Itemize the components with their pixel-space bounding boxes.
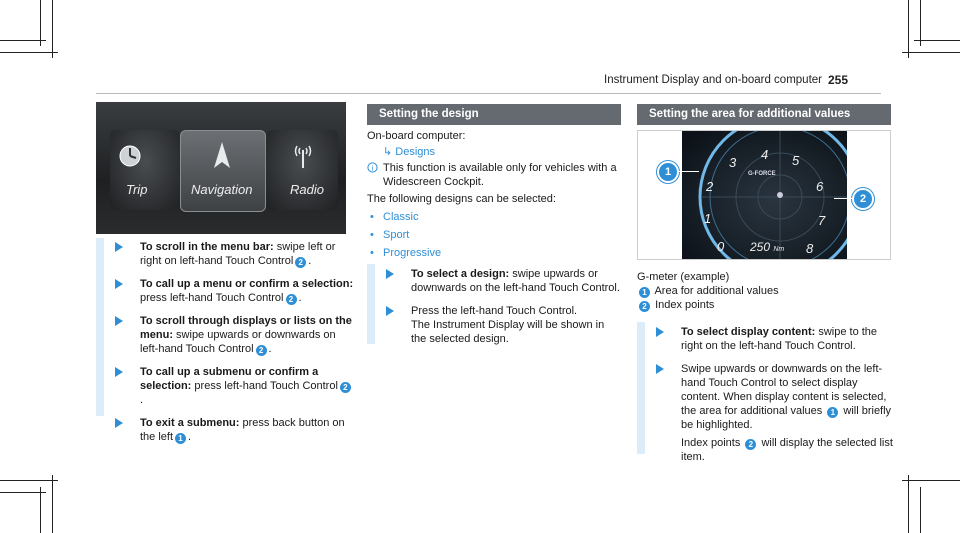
column-1 (96, 102, 346, 234)
note-text: This function is available only for vehicles with a Widescreen Cockpit. (383, 162, 617, 188)
radio-icon (292, 142, 314, 170)
callout-ref: 2 (745, 439, 756, 450)
step-tail: . (308, 255, 312, 267)
step-text: swipe to the right on the left-hand Touch Control. (681, 326, 878, 352)
step-arrow-icon (656, 327, 664, 337)
crop-mark (52, 475, 53, 533)
running-header: Instrument Display and on-board computer (604, 74, 822, 86)
navigation-icon (212, 140, 232, 170)
index-points-note (681, 436, 894, 464)
step-result: The Instrument Display will be shown in the selected design. (411, 319, 605, 345)
step-tail: . (140, 394, 144, 406)
page-number: 255 (828, 73, 849, 87)
design-option-classic: • Classic (367, 210, 621, 224)
crop-mark (52, 0, 53, 58)
gauge-number: 0 (717, 239, 725, 254)
step-call-up-submenu (115, 365, 355, 407)
menu-path (367, 145, 621, 159)
design-option-sport: • Sport (367, 228, 621, 242)
step-call-up-menu (115, 277, 355, 305)
step-exit-submenu (115, 416, 355, 444)
column-2-steps (386, 267, 622, 346)
crop-mark (0, 40, 46, 41)
callout-ref: 2 (286, 294, 297, 305)
gauge-number: 3 (729, 155, 737, 170)
header-rule (96, 93, 881, 94)
crop-mark (40, 487, 41, 533)
step-text: Press the left-hand Touch Control. (411, 305, 578, 317)
path-arrow-icon: ↳ (383, 146, 396, 158)
crop-mark (908, 475, 909, 533)
legend-item-1 (637, 284, 891, 298)
crop-mark (902, 480, 960, 481)
design-option-progressive: • Progressive (367, 246, 621, 260)
legend-item-2 (637, 298, 891, 312)
step-bold: To scroll in the menu bar: (140, 241, 274, 253)
callout-ref: 2 (340, 382, 351, 393)
step-arrow-icon (656, 364, 664, 374)
gauge-number: 8 (806, 241, 814, 256)
step-scroll-displays (115, 314, 355, 356)
step-text: Index points (681, 437, 741, 449)
onboard-computer-label: On-board computer: (367, 130, 466, 142)
step-press-touch-control (386, 304, 622, 346)
step-bold: To call up a submenu or confirm a selection: (140, 366, 319, 392)
step-bold: To scroll through displays or lists on the menu: (140, 315, 352, 341)
callout-ref: 2 (295, 257, 306, 268)
crop-mark (0, 492, 46, 493)
menu-screenshot (96, 102, 346, 234)
step-arrow-icon (386, 306, 394, 316)
legend-text: Index points (655, 299, 715, 311)
gauge-number: 7 (818, 213, 826, 228)
legend-text: Area for additional values (654, 285, 779, 297)
g-force-dot (777, 192, 783, 198)
column-1-steps (115, 240, 355, 444)
step-text: swipe upwards or downwards on left-hand Touch Control (140, 329, 336, 355)
note (367, 161, 621, 189)
crop-mark (0, 480, 58, 481)
menu-tile-trip (110, 130, 180, 210)
step-arrow-icon (115, 418, 123, 428)
crop-mark (914, 40, 960, 41)
callout-1-line (679, 171, 699, 172)
step-text: swipe left or right on left-hand Touch Control (140, 241, 336, 267)
legend-number: 2 (639, 301, 650, 312)
section-heading-additional-values: Setting the area for additional values (637, 104, 891, 125)
gauge-figure (637, 130, 891, 260)
gauge-number: 2 (706, 179, 714, 194)
menu-label-navigation: Navigation (191, 182, 253, 197)
callout-2 (852, 188, 874, 210)
step-scroll-menu-bar (115, 240, 355, 268)
step-arrow-icon (115, 279, 123, 289)
path-designs: Designs (395, 146, 436, 158)
crop-mark (902, 52, 960, 53)
column-3-steps (656, 325, 894, 464)
callout-ref: 1 (175, 433, 186, 444)
info-icon (367, 162, 378, 173)
callout-2-line (834, 198, 852, 199)
step-tail: . (268, 343, 272, 355)
step-arrow-icon (386, 269, 394, 279)
instruction-bar (96, 238, 104, 416)
step-text: swipe upwards or downwards on the left-hand Touch Control. (411, 268, 620, 294)
trip-icon (118, 144, 142, 168)
step-tail: . (298, 292, 302, 304)
callout-1-label: 1 (664, 166, 672, 178)
step-select-display-content (656, 325, 894, 353)
step-bold: To select a design: (411, 268, 510, 280)
gauge-number: 1 (704, 211, 712, 226)
step-text: press left-hand Touch Control (191, 380, 338, 392)
step-select-design (386, 267, 622, 295)
step-text: press back button on the left (140, 417, 345, 443)
gauge-number: 4 (761, 147, 769, 162)
gauge-speed (750, 240, 784, 254)
figure-caption: G-meter (example) (637, 271, 730, 283)
instruction-bar (367, 264, 375, 344)
gauge-number: 6 (816, 179, 824, 194)
column-3 (637, 104, 891, 312)
svg-text:i: i (371, 163, 374, 173)
step-swipe-left-touch-control (656, 362, 894, 464)
crop-mark (920, 487, 921, 533)
legend-number: 1 (639, 287, 650, 298)
step-tail: . (188, 431, 192, 443)
step-bold: To exit a submenu: (140, 417, 240, 429)
gauge-label: G-FORCE (748, 171, 776, 177)
menu-label-radio: Radio (290, 182, 324, 197)
menu-label-trip: Trip (126, 182, 148, 197)
step-arrow-icon (115, 242, 123, 252)
callout-ref: 1 (827, 407, 838, 418)
section-heading-design: Setting the design (367, 104, 621, 125)
step-arrow-icon (115, 316, 123, 326)
step-bold: To call up a menu or confirm a selection: (140, 278, 354, 290)
gauge-number: 5 (792, 153, 800, 168)
crop-mark (0, 52, 58, 53)
step-text: press left-hand Touch Control (140, 292, 284, 304)
step-text: will briefly be highlighted. (681, 405, 892, 431)
step-arrow-icon (115, 367, 123, 377)
step-text: Swipe upwards or downwards on the left-hand Touch Control to select display content. When display content is selected, the area for additional values (681, 363, 887, 417)
designs-intro: The following designs can be selected: (367, 193, 556, 205)
step-text: will display the selected list item. (681, 437, 893, 463)
gauge-speed-value: 250 (750, 240, 771, 254)
column-2 (367, 104, 621, 264)
crop-mark (908, 0, 909, 58)
step-bold: To select display content: (681, 326, 816, 338)
callout-ref: 2 (256, 345, 267, 356)
instruction-bar (637, 322, 645, 454)
callout-1 (657, 161, 679, 183)
gauge-unit: Nm (773, 246, 785, 253)
callout-2-label: 2 (859, 193, 867, 205)
